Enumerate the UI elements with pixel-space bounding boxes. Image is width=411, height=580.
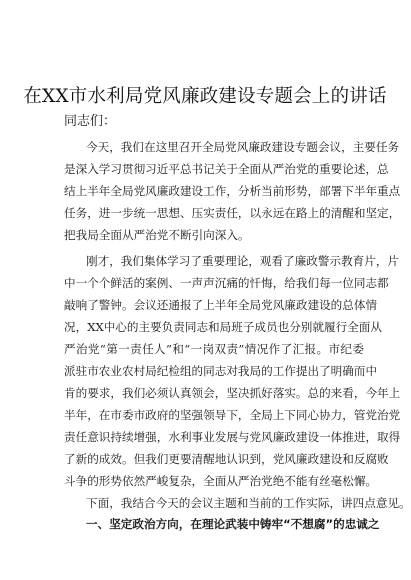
paragraph-line: 况，XX中心的主要负责同志和局班子成员也分别就履行全面从: [64, 320, 382, 334]
document-title: 在XX市水利局党风廉政建设专题会上的讲话: [23, 86, 387, 107]
paragraph-line: 结上半年全局党风廉政建设工作，分析当前形势，部署下半年重点: [64, 184, 401, 198]
paragraph-line: 敲响了警钟。会议还通报了上半年全局党风廉政建设的总体情: [64, 298, 378, 312]
paragraph-line: 今天，我们在这里召开全局党风廉政建设专题会议，主要任务: [86, 140, 400, 154]
paragraph-line: 是深入学习贯彻习近平总书记关于全面从严治党的重要论述，总: [64, 162, 389, 176]
paragraph-line: 责任意识持续增强，水利事业发展与党风廉政建设一体推进，取得: [64, 430, 401, 444]
paragraph-line: 派驻市农业农村局纪检组的同志对我局的工作提出了明确而中: [64, 364, 378, 378]
paragraph-line: 下面，我结合今天的会议主题和当前的工作实际，讲四点意见。: [86, 496, 411, 510]
paragraph-line: 中一个个鲜活的案例、一声声沉痛的忏悔，给我们每一位同志都: [64, 276, 389, 290]
paragraph-line: 肯的要求，我们必须认真领会，坚决抓好落实。总的来看，今年上: [64, 386, 401, 400]
paragraph-line: 刚才，我们集体学习了重要理论，观看了廉政警示教育片，片: [86, 254, 400, 268]
paragraph-line: 半年，在市委市政府的坚强领导下，全局上下同心协力，管党治党: [64, 408, 401, 422]
salutation: 同志们：: [64, 114, 117, 129]
section-heading: 一、坚定政治方向，在理论武装中铸牢“不想腐”的忠诚之: [86, 517, 380, 531]
paragraph-line: 把我局全面从严治党不断引向深入。: [64, 228, 250, 242]
paragraph-line: 任务，进一步统一思想、压实责任，以永远在路上的清醒和坚定，: [64, 206, 401, 220]
paragraph-line: 严治党“第一责任人”和“一岗双责”情况作了汇报。市纪委: [64, 342, 364, 356]
paragraph-line: 斗争的形势依然严峻复杂，全面从严治党绝不能有丝毫松懈。: [64, 474, 378, 488]
paragraph-line: 了新的成效。但我们更要清醒地认识到，党风廉政建设和反腐败: [64, 452, 389, 466]
